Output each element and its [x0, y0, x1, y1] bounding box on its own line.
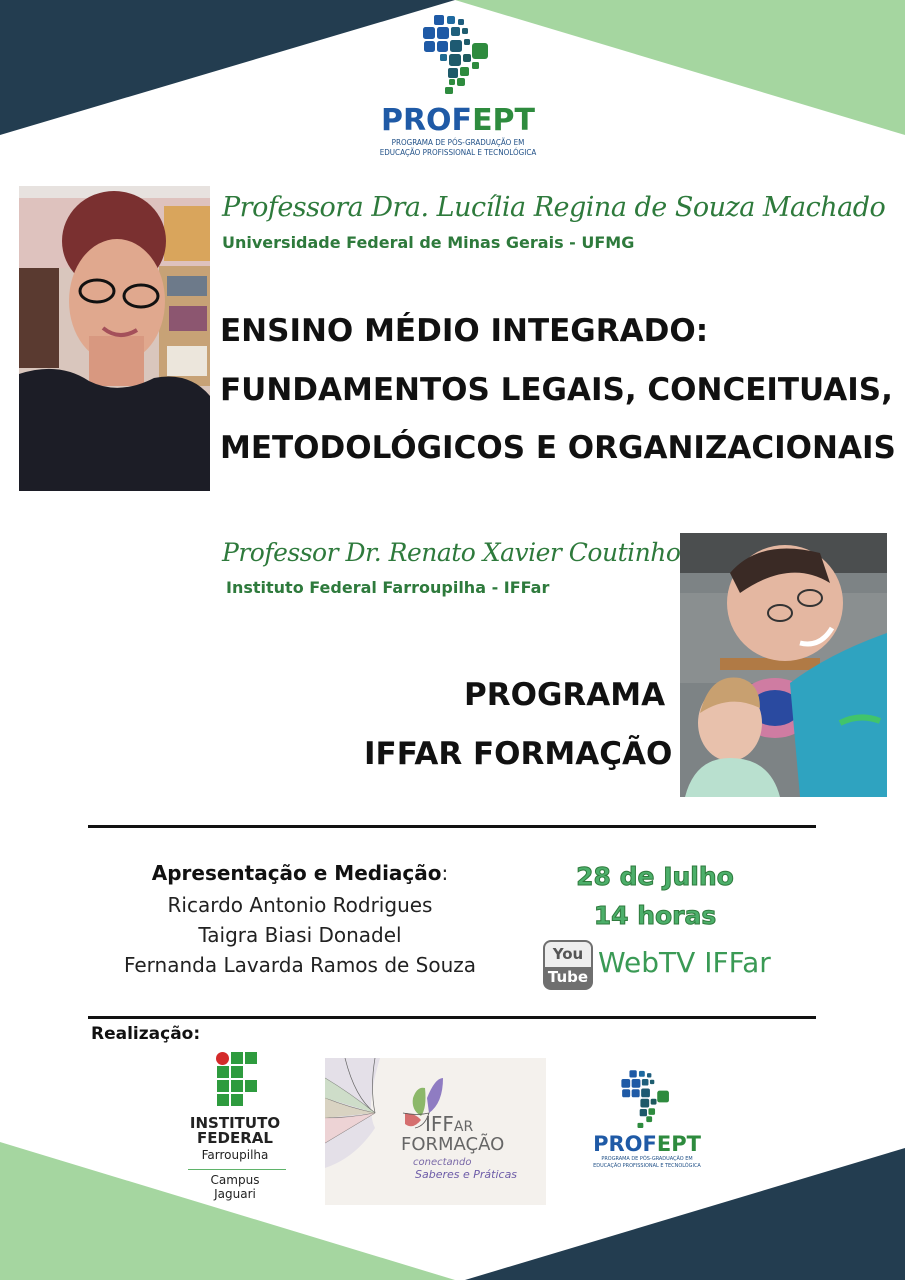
- if-square: [231, 1052, 243, 1064]
- event-date: 28 de Julho: [576, 862, 734, 891]
- mediator-3: Fernanda Lavarda Ramos de Souza: [123, 953, 477, 977]
- realizacao-label: Realização:: [91, 1024, 201, 1044]
- profept-wordmark: PROFEPT: [593, 1132, 701, 1156]
- if-square: [231, 1094, 243, 1106]
- youtube-icon[interactable]: You Tube: [543, 940, 593, 990]
- speaker2-name: Professor Dr. Renato Xavier Coutinho: [222, 538, 681, 567]
- profept-logo-header: [368, 12, 548, 158]
- profept-wordmark: PROFEPT: [380, 103, 536, 138]
- talk1-title-line1: ENSINO MÉDIO INTEGRADO:: [220, 313, 709, 349]
- speaker1-name: Professora Dra. Lucília Regina de Souza Machado: [222, 192, 886, 223]
- if-square: [217, 1094, 229, 1106]
- event-time: 14 horas: [593, 901, 717, 930]
- formacao-wordmark: FORMAÇÃO: [401, 1134, 505, 1155]
- speaker1-photo: [19, 186, 210, 491]
- mediation-label: Apresentação e Mediação: [151, 861, 442, 885]
- brazil-map-icon: [617, 1068, 677, 1128]
- divider-bottom: [88, 1016, 816, 1019]
- talk2-title-line2: IFFAR FORMAÇÃO: [364, 736, 673, 772]
- iffar-wordmark: IFFAR: [425, 1112, 474, 1136]
- talk2-title-line1: PROGRAMA: [464, 677, 666, 713]
- if-square: [245, 1052, 257, 1064]
- speaker2-photo: [680, 533, 887, 797]
- speaker1-institution: Universidade Federal de Minas Gerais - UFMG: [222, 233, 635, 252]
- if-red-dot-icon: [216, 1052, 229, 1065]
- instituto-federal-logo: INSTITUTO FEDERAL Farroupilha Campus Jaguari: [180, 1050, 295, 1210]
- webtv-channel-link[interactable]: WebTV IFFar: [598, 946, 771, 979]
- speaker2-institution: Instituto Federal Farroupilha - IFFar: [226, 578, 550, 597]
- profept-subtitle: PROGRAMA DE PÓS-GRADUAÇÃO EM EDUCAÇÃO PROFISSIONAL E TECNOLÓGICA: [379, 138, 537, 157]
- if-square: [245, 1080, 257, 1092]
- talk1-title-line3: METODOLÓGICOS E ORGANIZACIONAIS: [220, 430, 896, 466]
- if-logo-separator: [188, 1169, 286, 1170]
- mediation-block: Apresentação e Mediação: Ricardo Antonio Rodrigues Taigra Biasi Donadel Fernanda Lavarda Ramos de Souza: [100, 858, 500, 980]
- if-square: [217, 1080, 229, 1092]
- divider-top: [88, 825, 816, 828]
- iffar-formacao-logo: IFFAR FORMAÇÃO conectando Saberes e Práticas: [325, 1058, 546, 1205]
- mediator-2: Taigra Biasi Donadel: [198, 923, 402, 947]
- profept-logo-footer: [582, 1068, 712, 1170]
- brazil-map-icon: [418, 12, 498, 94]
- profept-subtitle: PROGRAMA DE PÓS-GRADUAÇÃO EM EDUCAÇÃO PROFISSIONAL E TECNOLÓGICA: [593, 1156, 701, 1169]
- mediator-1: Ricardo Antonio Rodrigues: [167, 893, 433, 917]
- talk1-title-line2: FUNDAMENTOS LEGAIS, CONCEITUAIS,: [220, 372, 893, 408]
- if-square: [231, 1080, 243, 1092]
- if-square: [217, 1066, 229, 1078]
- if-square: [231, 1066, 243, 1078]
